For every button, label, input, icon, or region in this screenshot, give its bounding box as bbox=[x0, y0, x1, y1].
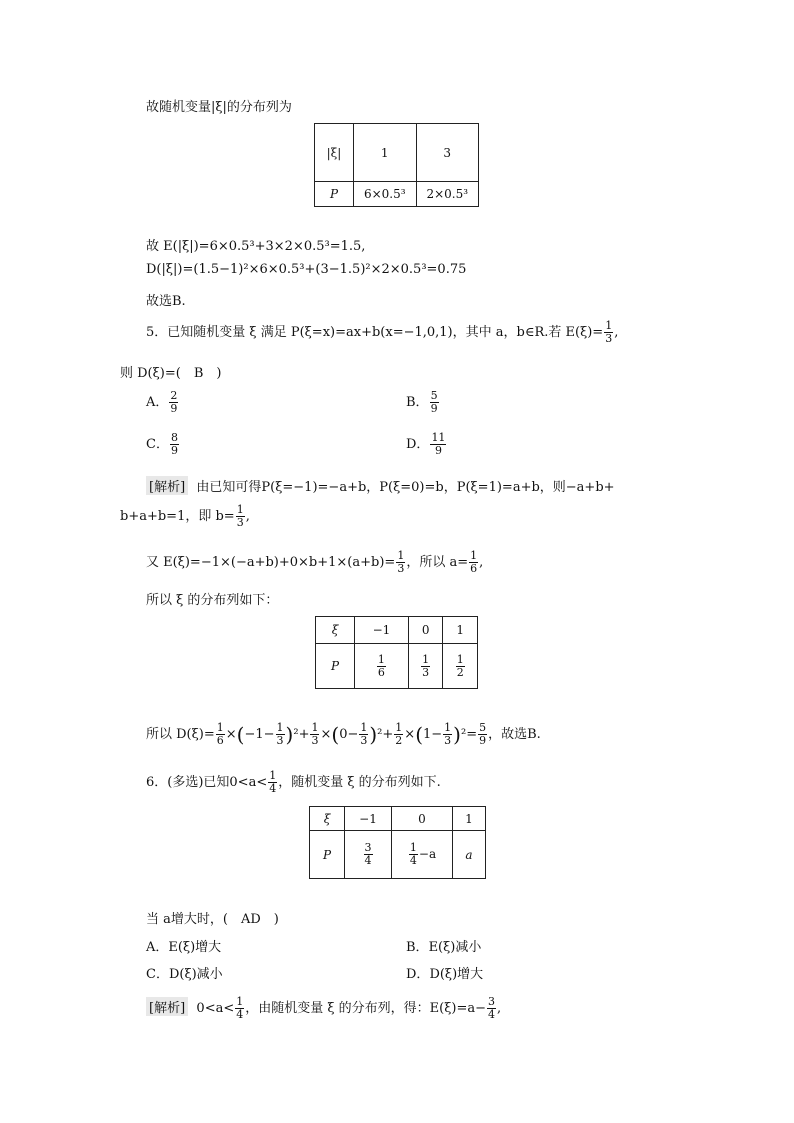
q5-option-b: B． $\frac{5}{9}$ bbox=[406, 389, 438, 415]
fraction: $\frac{2}{9}$ bbox=[170, 389, 178, 415]
table-row-label: P bbox=[315, 182, 354, 207]
table-cell: 6×0.5³ bbox=[354, 182, 417, 207]
q5-analysis-4: 所以 ξ 的分布列如下： bbox=[146, 593, 279, 608]
q6-question: 当 a增大时，( AD ) bbox=[146, 912, 279, 927]
expectation-line: 故 E(|ξ|)=6×0.5³+3×2×0.5³=1.5, bbox=[146, 239, 366, 254]
intro-line: 故随机变量|ξ|的分布列为 bbox=[146, 100, 292, 115]
table-header-cell: 1 bbox=[354, 124, 417, 182]
abs-xi-distribution-table bbox=[314, 123, 479, 207]
q5-analysis-1: [解析] 由已知可得P(ξ=−1)=−a+b，P(ξ=0)=b，P(ξ=1)=a+b，则−a+b+ bbox=[146, 476, 615, 495]
xi-distribution-table bbox=[315, 616, 478, 689]
q6-option-a: A．E(ξ)增大 bbox=[146, 940, 222, 955]
table-header-cell: 3 bbox=[416, 124, 479, 182]
conclusion-line: 故选B. bbox=[146, 294, 186, 309]
fraction: $\frac{8}{9}$ bbox=[170, 431, 178, 457]
analysis-tag: [解析] bbox=[146, 476, 188, 495]
table-header-cell: ξ bbox=[316, 617, 355, 644]
q6-option-b: B．E(ξ)减小 bbox=[406, 940, 482, 955]
table-cell: $\frac{3}{4}$ bbox=[345, 831, 392, 879]
analysis-tag: [解析] bbox=[146, 997, 188, 1016]
q5-stem-text: 5．已知随机变量 ξ 满足 P(ξ=x)=ax+b(x=−1,0,1)，其中 a，b∈R.若 E(ξ)= bbox=[146, 325, 604, 340]
q5-result-line: 所以 D(ξ)= $\frac{1}{6}$ ×(−1− $\frac{1}{3}$ )²+ $\frac{1}{3}$ ×(0− $\frac{1}{3}$ )²+ $\frac{1}{2}$ ×(1− $\frac{1}{3}$ )²= $\frac{5}{9}$ ，故选B. bbox=[146, 721, 541, 747]
q5-analysis-2: b+a+b=1，即 b= $\frac{1}{3}$ , bbox=[120, 503, 250, 529]
q5-option-d: D． $\frac{11}{9}$ bbox=[406, 431, 446, 457]
variance-line: D(|ξ|)=(1.5−1)²×6×0.5³+(3−1.5)²×2×0.5³=0.75 bbox=[146, 262, 467, 277]
table-header-cell: 1 bbox=[453, 807, 486, 831]
table-header-cell: −1 bbox=[355, 617, 409, 644]
table-header-cell: |ξ| bbox=[315, 124, 354, 182]
table-header-cell: 1 bbox=[443, 617, 478, 644]
fraction: $\frac{1}{6}$ bbox=[470, 549, 478, 575]
fraction: $\frac{1}{4}$ bbox=[269, 769, 277, 795]
table-cell: $\frac{1}{6}$ bbox=[355, 644, 409, 689]
q5-analysis-3: 又 E(ξ)=−1×(−a+b)+0×b+1×(a+b)= $\frac{1}{3}$ ，所以 a= $\frac{1}{6}$ , bbox=[146, 549, 484, 575]
fraction: $\frac{1}{3}$ bbox=[397, 549, 405, 575]
q5-stem: 5．已知随机变量 ξ 满足 P(ξ=x)=ax+b(x=−1,0,1)，其中 a，b∈R.若 E(ξ)= $\frac{1}{3}$ , bbox=[146, 319, 619, 345]
q5-stem-2: 则 D(ξ)=( B ) bbox=[120, 366, 222, 381]
fraction: $\frac{1}{3}$ bbox=[236, 503, 244, 529]
table-header-cell: −1 bbox=[345, 807, 392, 831]
table-cell: $\frac{1}{2}$ bbox=[443, 644, 478, 689]
table-cell: 2×0.5³ bbox=[416, 182, 479, 207]
table-row-label: P bbox=[310, 831, 345, 879]
q6-stem: 6．(多选)已知0<a< $\frac{1}{4}$ ，随机变量 ξ 的分布列如下. bbox=[146, 769, 441, 795]
q6-option-d: D．D(ξ)增大 bbox=[406, 967, 484, 982]
fraction: $\frac{5}{9}$ bbox=[430, 389, 438, 415]
q5-option-a: A． $\frac{2}{9}$ bbox=[146, 389, 178, 415]
fraction: $\frac{1}{4}$ bbox=[236, 995, 244, 1021]
table-cell: a bbox=[453, 831, 486, 879]
table-cell: $\frac{1}{3}$ bbox=[408, 644, 443, 689]
q6-distribution-table bbox=[309, 806, 486, 879]
q5-option-c: C． $\frac{8}{9}$ bbox=[146, 431, 178, 457]
fraction: $\frac{1}{3}$ bbox=[605, 319, 613, 345]
table-cell: $\frac{1}{4}$ −a bbox=[392, 831, 453, 879]
fraction: $\frac{11}{9}$ bbox=[431, 431, 446, 457]
table-header-cell: 0 bbox=[408, 617, 443, 644]
table-header-cell: ξ bbox=[310, 807, 345, 831]
q6-analysis: [解析] 0<a< $\frac{1}{4}$ ，由随机变量 ξ 的分布列，得：E(ξ)=a− $\frac{3}{4}$ , bbox=[146, 996, 501, 1021]
fraction: $\frac{3}{4}$ bbox=[488, 995, 495, 1021]
table-header-cell: 0 bbox=[392, 807, 453, 831]
table-row-label: P bbox=[316, 644, 355, 689]
q6-option-c: C．D(ξ)减小 bbox=[146, 967, 223, 982]
